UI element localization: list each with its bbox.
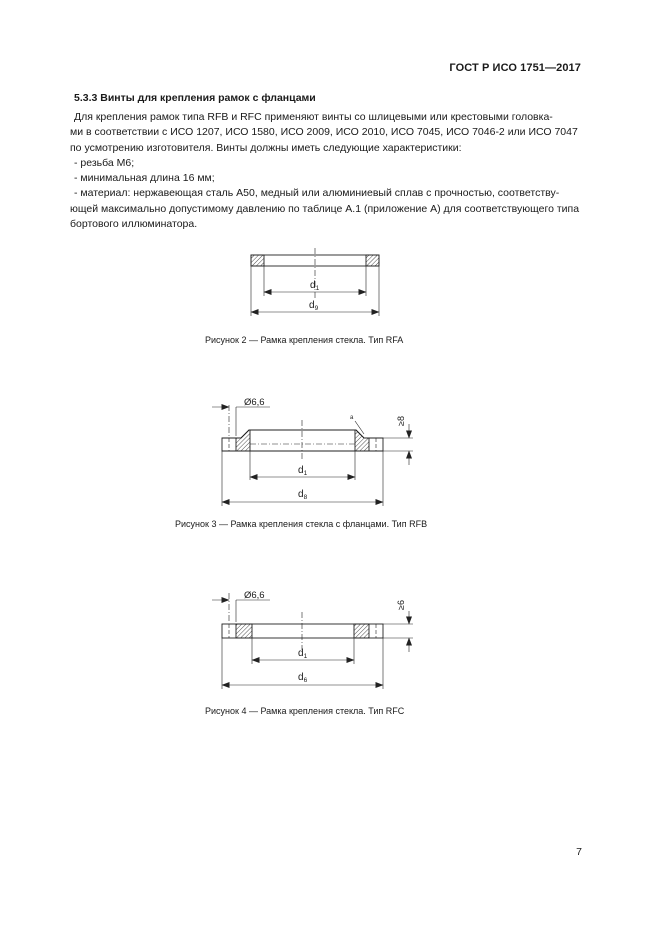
thickness-label: ≥6	[396, 600, 406, 610]
standard-id: ГОСТ Р ИСО 1751—2017	[449, 62, 581, 74]
paragraph-line: по усмотрению изготовителя. Винты должны иметь следующие характеристики:	[70, 141, 462, 154]
page-number: 7	[576, 846, 582, 858]
paragraph-line: ми в соответствии с ИСО 1207, ИСО 1580, ИСО 2009, ИСО 2010, ИСО 7045, ИСО 7046-2 или ИСО 7047	[70, 126, 578, 139]
dim-d1-label: $d_1$	[298, 465, 308, 477]
dim-d6-label: $d_6$	[298, 672, 308, 684]
thickness-label: ≥8	[396, 416, 406, 426]
section-hatch	[251, 255, 264, 266]
paragraph-line: - материал: нержавеющая сталь А50, медный или алюминиевый сплав с прочностью, соответству-	[74, 187, 560, 200]
figure-4-drawing	[212, 593, 413, 689]
hole-diameter-label: Ø6,6	[244, 590, 265, 601]
figure-3-caption: Рисунок 3 — Рамка крепления стекла с фланцами. Тип RFB	[175, 519, 428, 529]
paragraph-line: бортового иллюминатора.	[70, 218, 198, 231]
note-a-label: a	[350, 415, 354, 421]
figure-4-caption: Рисунок 4 — Рамка крепления стекла. Тип RFC	[205, 706, 405, 716]
paragraph-line: - минимальная длина 16 мм;	[74, 172, 215, 185]
dim-d1-label: $d_1$	[298, 648, 308, 660]
figure-3-drawing	[212, 405, 413, 506]
paragraph-line: - резьба М6;	[74, 156, 135, 169]
dim-d1-label: $d_1$	[310, 280, 320, 292]
hole-diameter-label: Ø6,6	[244, 397, 265, 408]
paragraph-line: ющей максимально допустимому давлению по таблице А.1 (приложение А) для соответствующего типа	[70, 202, 580, 215]
section-hatch	[366, 255, 379, 266]
dim-d8-label: $d_8$	[298, 489, 308, 501]
section-title: 5.3.3 Винты для крепления рамок с фланцами	[74, 92, 316, 104]
figure-2-caption: Рисунок 2 — Рамка крепления стекла. Тип RFA	[205, 335, 404, 345]
dim-d9-label: $d_9$	[309, 300, 319, 312]
paragraph-line: Для крепления рамок типа RFB и RFC применяют винты со шлицевыми или крестовыми головка-	[74, 111, 553, 123]
